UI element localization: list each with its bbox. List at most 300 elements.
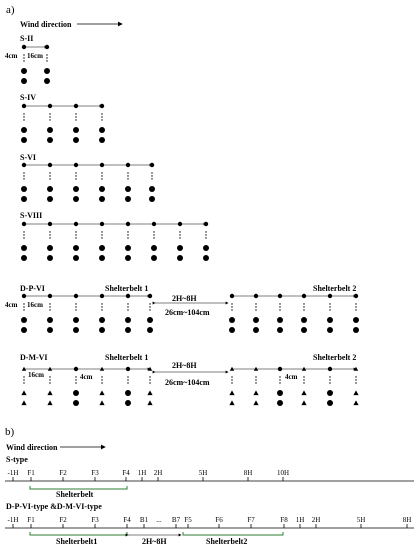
ellipsis-dot (46, 57, 47, 58)
ellipsis-dot (149, 309, 150, 310)
sample-dot (327, 317, 333, 323)
d-type-tick-label: F7 (247, 516, 255, 524)
ellipsis-dot (127, 376, 128, 377)
sample-dot (277, 390, 283, 396)
ellipsis-dot (303, 306, 304, 307)
s-type-title: S-type (6, 455, 28, 464)
sample-dot (353, 327, 359, 333)
ellipsis-dot (303, 376, 304, 377)
s-type-tick-label: 2H (153, 469, 163, 477)
ellipsis-dot (149, 303, 150, 304)
top-marker (100, 222, 104, 226)
ellipsis-dot (46, 60, 47, 61)
sample-dot (327, 400, 333, 406)
top-marker (354, 294, 358, 298)
sample-dot (47, 327, 53, 333)
ellipsis-dot (255, 382, 256, 383)
group-title-s-ii: S-II (20, 34, 34, 43)
sample-dot (99, 317, 105, 323)
sample-dot (125, 255, 131, 261)
ellipsis-dot (255, 376, 256, 377)
ellipsis-dot (46, 54, 47, 55)
plot-grid-s-viii (21, 222, 209, 261)
ellipsis-dot (49, 178, 50, 179)
ellipsis-dot (127, 306, 128, 307)
top-marker (22, 163, 26, 167)
sample-dot (125, 390, 131, 396)
d-type-tick-label: F8 (280, 516, 288, 524)
sample-dot (277, 317, 283, 323)
ellipsis-dot (151, 172, 152, 173)
top-marker (150, 163, 154, 167)
sample-dot (47, 317, 53, 323)
ellipsis-dot (303, 303, 304, 304)
sample-dot (73, 400, 79, 406)
ellipsis-dot (75, 119, 76, 120)
ellipsis-dot (149, 382, 150, 383)
ellipsis-dot (23, 172, 24, 173)
d-type-tick-label: F1 (27, 516, 35, 524)
top-marker (22, 104, 26, 108)
ellipsis-dot (303, 382, 304, 383)
ellipsis-dot (23, 379, 24, 380)
ellipsis-dot (231, 306, 232, 307)
sample-dot (253, 317, 259, 323)
ellipsis-dot (255, 303, 256, 304)
ellipsis-dot (49, 113, 50, 114)
s-type-tick-label: F4 (122, 469, 130, 477)
d-type-brace1-label: Shelterbelt1 (56, 537, 98, 546)
ellipsis-dot (49, 379, 50, 380)
ellipsis-dot (329, 306, 330, 307)
sample-dot (73, 245, 79, 251)
ellipsis-dot (101, 231, 102, 232)
sample-dot (125, 327, 131, 333)
sample-dot (99, 137, 105, 143)
s-type-tick-label: 8H (243, 469, 253, 477)
panel-a-label: a) (6, 4, 15, 16)
ellipsis-dot (329, 303, 330, 304)
d-type-tick-label: -1H (7, 516, 19, 524)
ellipsis-dot (329, 309, 330, 310)
ellipsis-dot (127, 382, 128, 383)
sample-dot (73, 137, 79, 143)
top-marker (148, 294, 152, 298)
ellipsis-dot (75, 376, 76, 377)
ellipsis-dot (151, 175, 152, 176)
ellipsis-dot (23, 306, 24, 307)
s-type-tick-label: F1 (27, 469, 35, 477)
shelterbelt2-label-dm: Shelterbelt 2 (313, 353, 357, 362)
ellipsis-dot (149, 376, 150, 377)
s-type-tick-label: 10H (276, 469, 290, 477)
ellipsis-dot (49, 376, 50, 377)
d-type-tick-label: B7 (171, 516, 181, 524)
ellipsis-dot (23, 54, 24, 55)
ellipsis-dot (355, 382, 356, 383)
top-marker (45, 45, 49, 49)
gap-label-dm: 16cm (28, 371, 44, 379)
plot-grid-s-vi (21, 163, 155, 202)
ellipsis-dot (101, 382, 102, 383)
d-type-title: D-P-VI-type &D-M-VI-type (6, 502, 102, 511)
top-marker (152, 222, 156, 226)
ellipsis-dot (179, 234, 180, 235)
plot-grid-s-iv (21, 104, 105, 143)
ellipsis-dot (101, 376, 102, 377)
sample-dot (301, 327, 307, 333)
ellipsis-dot (23, 116, 24, 117)
ellipsis-dot (127, 303, 128, 304)
ellipsis-dot (49, 175, 50, 176)
top-marker (278, 367, 282, 371)
sample-dot (99, 245, 105, 251)
triangle-marker (253, 390, 258, 395)
ellipsis-dot (355, 376, 356, 377)
sample-dot (327, 390, 333, 396)
sample-dot (73, 255, 79, 261)
triangle-marker (147, 400, 152, 405)
ellipsis-dot (49, 237, 50, 238)
ellipsis-dot (75, 178, 76, 179)
ellipsis-dot (101, 116, 102, 117)
ellipsis-dot (75, 382, 76, 383)
inner-label-dm: 4cm (80, 373, 93, 381)
sample-dot (47, 186, 53, 192)
ellipsis-dot (127, 231, 128, 232)
ellipsis-dot (23, 237, 24, 238)
gap-label-s-ii: 16cm (27, 52, 43, 60)
ellipsis-dot (101, 303, 102, 304)
distance-cm-label-dp: 26cm~104cm (165, 308, 210, 317)
triangle-marker (229, 390, 234, 395)
top-marker (74, 294, 78, 298)
triangle-marker (229, 400, 234, 405)
ellipsis-dot (49, 231, 50, 232)
s-type-tick-label: F3 (91, 469, 99, 477)
top-marker (100, 163, 104, 167)
ellipsis-dot (49, 306, 50, 307)
sample-dot (99, 127, 105, 133)
ellipsis-dot (23, 234, 24, 235)
shelterbelt1-label-dp: Shelterbelt 1 (105, 284, 149, 293)
top-marker (178, 222, 182, 226)
top-marker (278, 294, 282, 298)
shelterbelt2-label-dp: Shelterbelt 2 (313, 284, 357, 293)
d-type-tick-label: B1 (139, 516, 149, 524)
ellipsis-dot (127, 309, 128, 310)
sample-dot (73, 127, 79, 133)
sample-dot (99, 255, 105, 261)
ellipsis-dot (101, 178, 102, 179)
group-title-s-viii: S-VIII (20, 211, 43, 220)
sample-dot (229, 317, 235, 323)
triangle-marker (301, 390, 306, 395)
ellipsis-dot (127, 234, 128, 235)
ellipsis-dot (153, 234, 154, 235)
ellipsis-dot (355, 303, 356, 304)
ellipsis-dot (127, 175, 128, 176)
triangle-marker (99, 400, 104, 405)
top-marker (204, 222, 208, 226)
ellipsis-dot (49, 116, 50, 117)
triangle-marker (99, 390, 104, 395)
sample-dot (44, 78, 50, 84)
sample-dot (21, 255, 27, 261)
top-marker (328, 367, 332, 371)
ellipsis-dot (355, 379, 356, 380)
top-marker (74, 163, 78, 167)
wind-direction-label-a: Wind direction (20, 20, 72, 29)
wind-direction-label-b: Wind direction (6, 443, 58, 452)
d-type-brace2-label: Shelterbelt2 (206, 537, 248, 546)
ellipsis-dot (127, 379, 128, 380)
ellipsis-dot (23, 309, 24, 310)
ellipsis-dot (205, 237, 206, 238)
ellipsis-dot (179, 231, 180, 232)
triangle-marker (47, 390, 52, 395)
top-marker (254, 294, 258, 298)
s-type-tick-label: 1H (137, 469, 147, 477)
sample-dot (125, 196, 131, 202)
top-marker (74, 367, 78, 371)
ellipsis-dot (101, 234, 102, 235)
ellipsis-dot (23, 376, 24, 377)
ellipsis-dot (151, 178, 152, 179)
triangle-marker (21, 390, 26, 395)
ellipsis-dot (23, 119, 24, 120)
ellipsis-dot (23, 60, 24, 61)
sample-dot (21, 196, 27, 202)
ellipsis-dot (75, 231, 76, 232)
sample-dot (73, 186, 79, 192)
sample-dot (277, 400, 283, 406)
distance-h-label-dp: 2H~8H (172, 294, 197, 303)
ellipsis-dot (153, 231, 154, 232)
spacing-label-dp: 4cm (5, 301, 18, 309)
ellipsis-dot (127, 178, 128, 179)
sample-dot (47, 255, 53, 261)
distance-cm-label-dm: 26cm~104cm (165, 378, 210, 387)
s-type-ticks (8, 469, 289, 481)
ellipsis-dot (355, 309, 356, 310)
sample-dot (21, 245, 27, 251)
sample-dot (44, 68, 50, 74)
ellipsis-dot (101, 237, 102, 238)
ellipsis-dot (255, 379, 256, 380)
top-marker (126, 367, 130, 371)
ellipsis-dot (127, 237, 128, 238)
ellipsis-dot (303, 309, 304, 310)
spacing-label-s-ii: 4cm (5, 52, 18, 60)
ellipsis-dot (75, 116, 76, 117)
top-marker (328, 294, 332, 298)
sample-dot (125, 186, 131, 192)
ellipsis-dot (279, 379, 280, 380)
distance-h-label-dm: 2H~8H (172, 361, 197, 370)
top-marker (126, 222, 130, 226)
plot-grid-s-ii (21, 45, 50, 84)
ellipsis-dot (49, 303, 50, 304)
ellipsis-dot (279, 306, 280, 307)
ellipsis-dot (23, 113, 24, 114)
sample-dot (151, 245, 157, 251)
d-type-tick-label: ... (156, 516, 162, 524)
triangle-marker (21, 400, 26, 405)
ellipsis-dot (279, 303, 280, 304)
top-marker (48, 104, 52, 108)
ellipsis-dot (179, 237, 180, 238)
ellipsis-dot (255, 309, 256, 310)
sample-dot (125, 245, 131, 251)
d-type-ticks (8, 516, 412, 528)
ellipsis-dot (303, 379, 304, 380)
ellipsis-dot (127, 172, 128, 173)
gap-label-dp: 16cm (27, 301, 43, 309)
d-type-mid-label: 2H~8H (142, 537, 167, 546)
ellipsis-dot (75, 234, 76, 235)
ellipsis-dot (205, 231, 206, 232)
sample-dot (301, 317, 307, 323)
ellipsis-dot (279, 309, 280, 310)
sample-dot (99, 327, 105, 333)
ellipsis-dot (75, 303, 76, 304)
ellipsis-dot (23, 57, 24, 58)
ellipsis-dot (279, 382, 280, 383)
ellipsis-dot (153, 237, 154, 238)
d-type-brace-2 (183, 532, 283, 535)
sample-dot (73, 196, 79, 202)
ellipsis-dot (149, 306, 150, 307)
ellipsis-dot (101, 175, 102, 176)
top-marker (100, 294, 104, 298)
inner-label-dm-2: 4cm (285, 373, 298, 381)
top-marker (48, 163, 52, 167)
sample-dot (203, 245, 209, 251)
top-marker (48, 222, 52, 226)
sample-dot (99, 186, 105, 192)
ellipsis-dot (23, 231, 24, 232)
ellipsis-dot (231, 376, 232, 377)
ellipsis-dot (231, 303, 232, 304)
d-type-tick-label: F5 (184, 516, 192, 524)
sample-dot (21, 137, 27, 143)
ellipsis-dot (49, 309, 50, 310)
ellipsis-dot (279, 376, 280, 377)
sample-dot (125, 317, 131, 323)
sample-dot (47, 137, 53, 143)
ellipsis-dot (23, 303, 24, 304)
sample-dot (21, 317, 27, 323)
sample-dot (125, 400, 131, 406)
ellipsis-dot (101, 309, 102, 310)
ellipsis-dot (149, 379, 150, 380)
top-marker (126, 163, 130, 167)
s-type-brace (30, 486, 127, 489)
ellipsis-dot (75, 306, 76, 307)
d-type-tick-label: F6 (215, 516, 223, 524)
sample-dot (73, 327, 79, 333)
triangle-marker (47, 400, 52, 405)
sample-dot (47, 127, 53, 133)
s-type-tick-label: F2 (59, 469, 67, 477)
ellipsis-dot (355, 306, 356, 307)
sample-dot (21, 78, 27, 84)
s-type-tick-label: 5H (198, 469, 208, 477)
top-marker (100, 104, 104, 108)
triangle-marker (353, 400, 358, 405)
sample-dot (229, 327, 235, 333)
ellipsis-dot (75, 172, 76, 173)
shelterbelt1-label-dm: Shelterbelt 1 (105, 353, 149, 362)
ellipsis-dot (231, 379, 232, 380)
panel-b-label: b) (5, 426, 15, 438)
group-title-d-m-vi: D-M-VI (20, 353, 48, 362)
ellipsis-dot (23, 178, 24, 179)
d-type-tick-label: 2H (311, 516, 321, 524)
d-type-brace-1 (30, 532, 127, 535)
group-title-s-vi: S-VI (20, 153, 37, 162)
sample-dot (73, 390, 79, 396)
sample-dot (203, 255, 209, 261)
d-type-tick-label: 5H (356, 516, 366, 524)
sample-dot (177, 245, 183, 251)
sample-dot (149, 186, 155, 192)
d-type-tick-label: 8H (402, 516, 412, 524)
ellipsis-dot (49, 119, 50, 120)
sample-dot (21, 186, 27, 192)
sample-dot (353, 317, 359, 323)
triangle-marker (147, 390, 152, 395)
ellipsis-dot (75, 379, 76, 380)
ellipsis-dot (205, 234, 206, 235)
ellipsis-dot (75, 237, 76, 238)
group-title-d-p-vi: D-P-VI (20, 284, 45, 293)
sample-dot (47, 196, 53, 202)
ellipsis-dot (231, 309, 232, 310)
top-marker (48, 294, 52, 298)
ellipsis-dot (101, 379, 102, 380)
d-type-tick-label: 1H (295, 516, 305, 524)
ellipsis-dot (75, 175, 76, 176)
sample-dot (151, 255, 157, 261)
ellipsis-dot (23, 382, 24, 383)
top-marker (74, 222, 78, 226)
sample-dot (73, 317, 79, 323)
ellipsis-dot (75, 113, 76, 114)
ellipsis-dot (255, 306, 256, 307)
sample-dot (21, 127, 27, 133)
triangle-marker (353, 390, 358, 395)
sample-dot (21, 327, 27, 333)
top-marker (302, 294, 306, 298)
triangle-marker (253, 400, 258, 405)
triangle-marker (301, 400, 306, 405)
sample-dot (253, 327, 259, 333)
ellipsis-dot (231, 382, 232, 383)
ellipsis-dot (329, 379, 330, 380)
ellipsis-dot (101, 306, 102, 307)
top-marker (74, 104, 78, 108)
ellipsis-dot (49, 382, 50, 383)
d-type-tick-label: F4 (123, 516, 131, 524)
s-type-tick-label: -1H (7, 469, 19, 477)
ellipsis-dot (101, 119, 102, 120)
sample-dot (47, 245, 53, 251)
d-type-tick-label: F2 (59, 516, 67, 524)
group-title-s-iv: S-IV (20, 93, 37, 102)
sample-dot (149, 196, 155, 202)
